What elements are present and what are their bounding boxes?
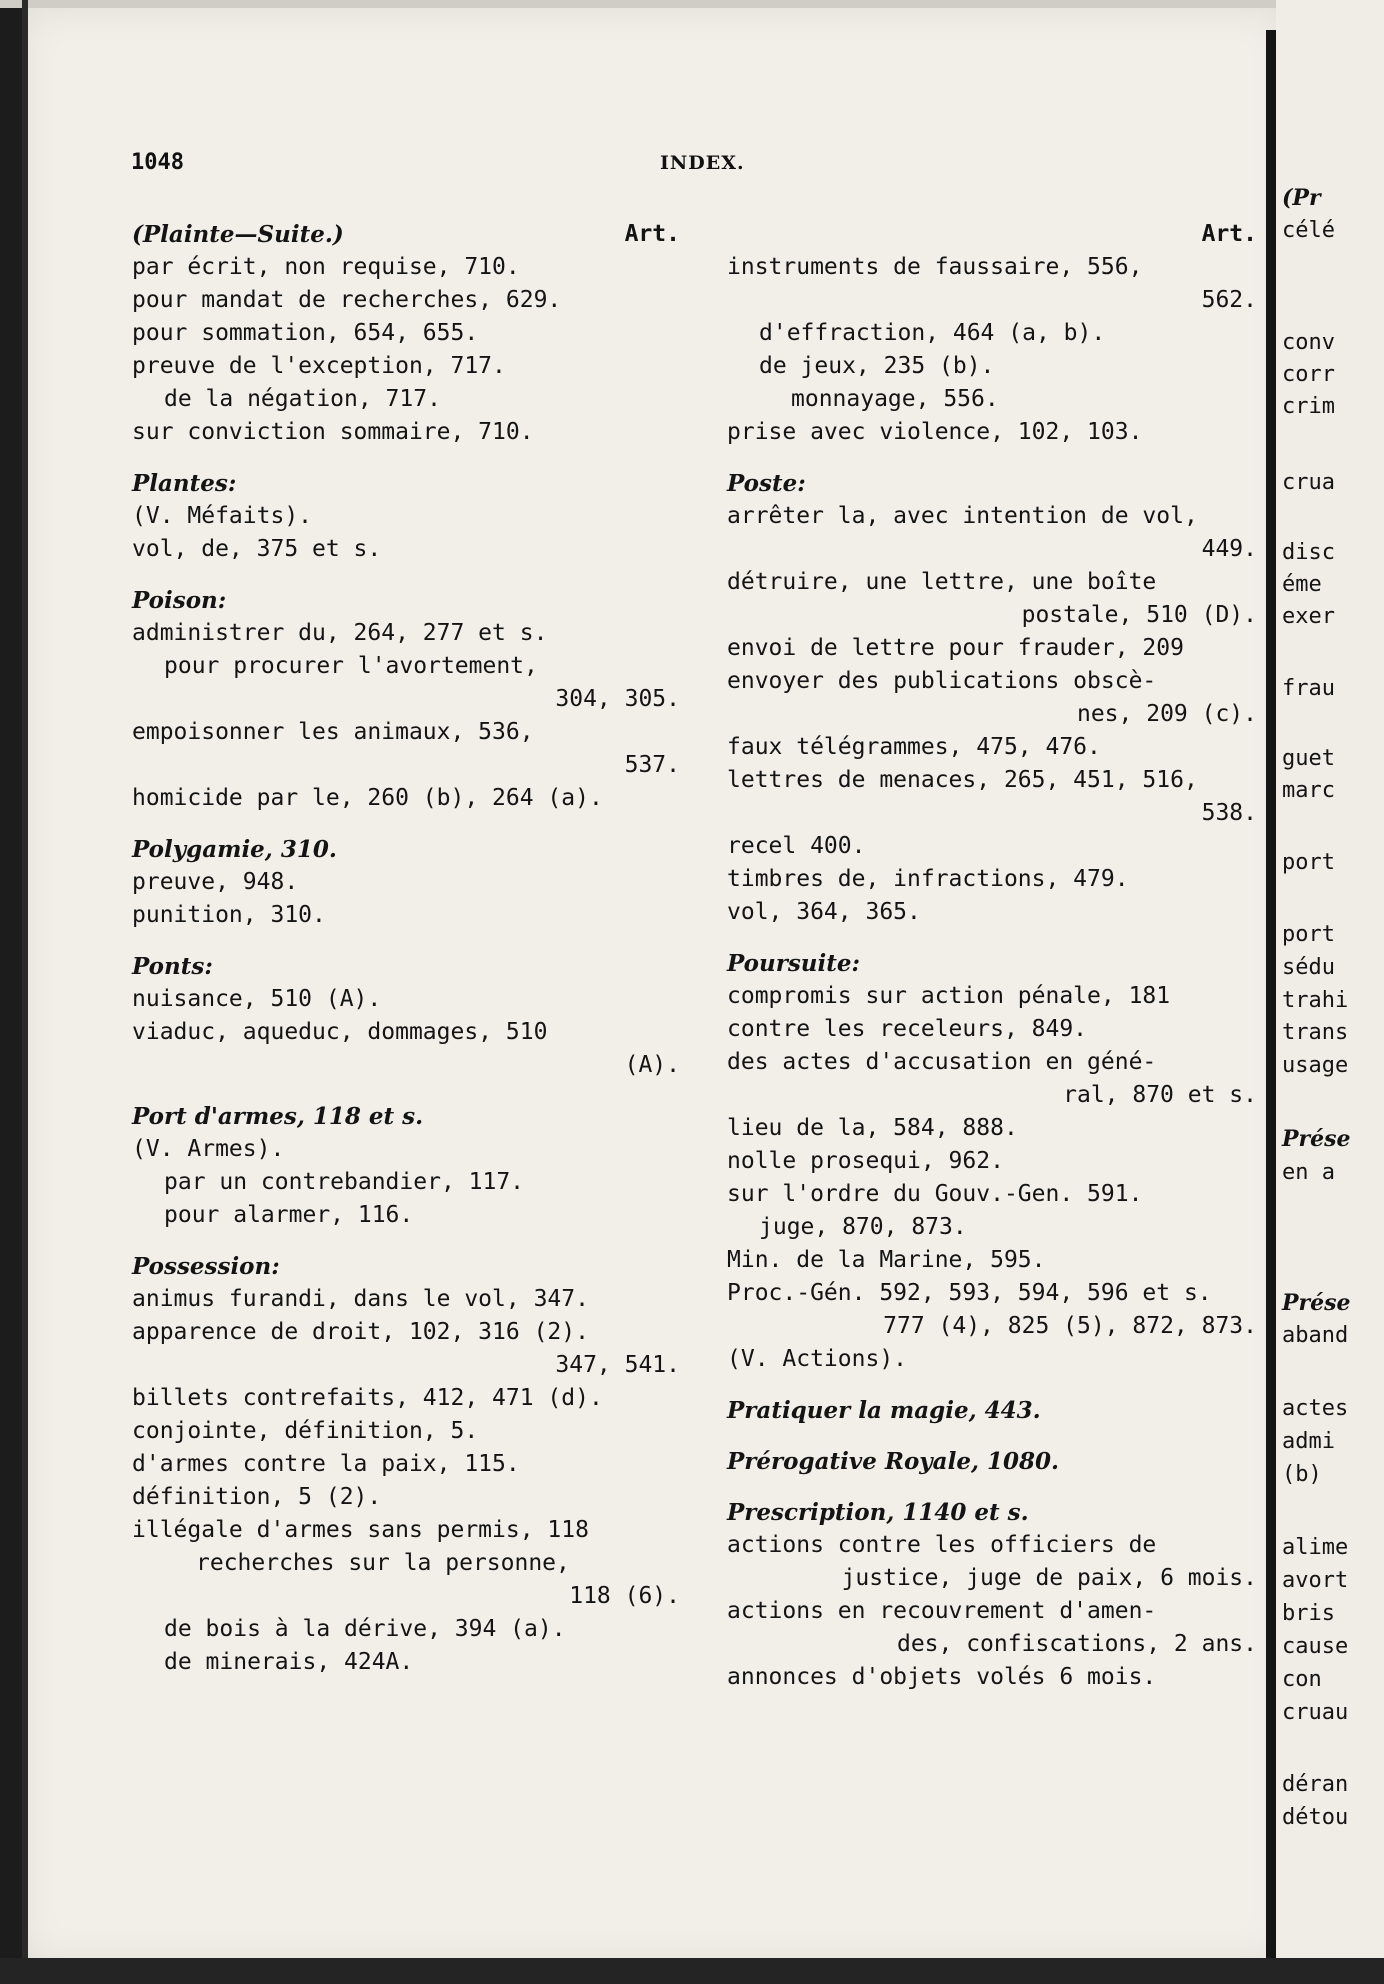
index-entry: envoi de lettre pour frauder, 209 (727, 635, 1184, 661)
right-column-header (727, 218, 1257, 251)
index-entry: définition, 5 (2). (132, 1484, 382, 1510)
right-column (727, 218, 1257, 1694)
index-entry: pour sommation, 654, 655. (132, 320, 479, 346)
index-heading: Prérogative Royale, 1080. (727, 1448, 1059, 1475)
adjacent-page-fragment: disc (1282, 540, 1335, 565)
art-label: Art. (1201, 221, 1257, 247)
index-heading: Ponts: (132, 953, 213, 980)
index-entry: détruire, une lettre, une boîte (727, 569, 1157, 595)
index-entry: pour alarmer, 116. (164, 1202, 414, 1228)
page-gutter (1266, 30, 1276, 1984)
left-column-header (132, 218, 680, 251)
index-entry: ral, 870 et s. (1063, 1082, 1257, 1108)
index-entry: sur l'ordre du Gouv.-Gen. 591. (727, 1181, 1143, 1207)
index-entry: homicide par le, 260 (b), 264 (a). (132, 785, 603, 811)
index-entry: empoisonner les animaux, 536, (132, 719, 534, 745)
adjacent-page-fragment: crua (1282, 470, 1335, 495)
adjacent-page-fragment: con (1282, 1667, 1322, 1692)
index-entry: pour mandat de recherches, 629. (132, 287, 562, 313)
adjacent-page-fragment: cruau (1282, 1700, 1349, 1725)
index-entry: billets contrefaits, 412, 471 (d). (132, 1385, 603, 1411)
index-entry: 537. (624, 752, 680, 778)
index-entry: animus furandi, dans le vol, 347. (132, 1286, 589, 1312)
adjacent-page-fragment: (b) (1282, 1462, 1322, 1487)
index-entry: de la négation, 717. (164, 386, 441, 412)
page-left-edge (22, 0, 28, 1984)
index-entry: pour procurer l'avortement, (164, 653, 538, 679)
index-entry: arrêter la, avec intention de vol, (727, 503, 1198, 529)
index-entry: 449. (1201, 536, 1257, 562)
adjacent-page-fragment: déran (1282, 1772, 1349, 1797)
left-column (132, 218, 680, 1679)
adjacent-page-fragment: guet (1282, 746, 1335, 771)
index-entry: monnayage, 556. (791, 386, 999, 412)
index-entry: 538. (1201, 800, 1257, 826)
index-entry: (V. Méfaits). (132, 503, 313, 529)
index-entry: administrer du, 264, 277 et s. (132, 620, 548, 646)
art-label: Art. (624, 221, 680, 247)
index-entry: contre les receleurs, 849. (727, 1016, 1088, 1042)
index-entry: compromis sur action pénale, 181 (727, 983, 1171, 1009)
adjacent-page-fragment: trans (1282, 1020, 1349, 1045)
index-entry: 304, 305. (555, 686, 680, 712)
adjacent-page-fragment: cause (1282, 1634, 1349, 1659)
adjacent-page-fragment: éme (1282, 572, 1322, 597)
index-entry: 777 (4), 825 (5), 872, 873. (883, 1313, 1257, 1339)
index-entry: viaduc, aqueduc, dommages, 510 (132, 1019, 548, 1045)
index-heading: Poison: (132, 587, 227, 614)
index-heading: Poursuite: (727, 950, 861, 977)
index-entry: recherches sur la personne, (196, 1550, 570, 1576)
adjacent-page-fragment: port (1282, 922, 1335, 947)
index-entry: postale, 510 (D). (1021, 602, 1257, 628)
index-entry: des actes d'accusation en géné- (727, 1049, 1157, 1075)
index-heading: Possession: (132, 1253, 280, 1280)
index-entry: (A). (624, 1052, 680, 1078)
index-entry: timbres de, infractions, 479. (727, 866, 1129, 892)
index-entry: recel 400. (727, 833, 866, 859)
page-number: 1048 (131, 150, 184, 175)
adjacent-page-fragment: alime (1282, 1535, 1349, 1560)
index-entry: lettres de menaces, 265, 451, 516, (727, 767, 1198, 793)
scan-bottom-edge (0, 1958, 1384, 1984)
index-heading: Prescription, 1140 et s. (727, 1499, 1029, 1526)
adjacent-page-fragment: crim (1282, 394, 1335, 419)
index-entry: de bois à la dérive, 394 (a). (164, 1616, 566, 1642)
scan-top-edge (0, 0, 1384, 8)
adjacent-page-fragment: marc (1282, 778, 1335, 803)
index-entry: 347, 541. (555, 1352, 680, 1378)
index-entry: de minerais, 424A. (164, 1649, 414, 1675)
adjacent-page-fragment: en a (1282, 1160, 1335, 1185)
adjacent-page (1276, 0, 1384, 1984)
adjacent-page-fragment: port (1282, 850, 1335, 875)
adjacent-page-fragment: corr (1282, 362, 1335, 387)
index-entry: sur conviction sommaire, 710. (132, 419, 534, 445)
index-heading: Port d'armes, 118 et s. (132, 1103, 424, 1130)
continuation-label: (Plainte—Suite.) (132, 221, 344, 248)
adjacent-page-fragment: célé (1282, 218, 1335, 243)
index-entry: instruments de faussaire, 556, (727, 254, 1143, 280)
adjacent-page-fragment: actes (1282, 1396, 1349, 1421)
index-entry: 562. (1201, 287, 1257, 313)
index-entry: punition, 310. (132, 902, 326, 928)
index-entry: Proc.-Gén. 592, 593, 594, 596 et s. (727, 1280, 1212, 1306)
adjacent-page-fragment: avort (1282, 1568, 1349, 1593)
adjacent-page-fragment: frau (1282, 676, 1335, 701)
adjacent-page-fragment: aband (1282, 1323, 1349, 1348)
index-entry: d'effraction, 464 (a, b). (759, 320, 1106, 346)
index-entry: illégale d'armes sans permis, 118 (132, 1517, 589, 1543)
index-entry: preuve de l'exception, 717. (132, 353, 506, 379)
index-entry: actions contre les officiers de (727, 1532, 1157, 1558)
index-entry: 118 (6). (569, 1583, 680, 1609)
index-entry: nuisance, 510 (A). (132, 986, 382, 1012)
index-entry: lieu de la, 584, 888. (727, 1115, 1018, 1141)
index-entry: prise avec violence, 102, 103. (727, 419, 1143, 445)
adjacent-page-fragment: admi (1282, 1429, 1335, 1454)
index-entry: Min. de la Marine, 595. (727, 1247, 1046, 1273)
adjacent-page-fragment: Prése (1282, 1126, 1351, 1152)
right-entries (727, 251, 1257, 1694)
adjacent-page-fragment: exer (1282, 604, 1335, 629)
index-heading: Poste: (727, 470, 806, 497)
adjacent-page-fragment: conv (1282, 330, 1335, 355)
index-entry: (V. Actions). (727, 1346, 908, 1372)
index-entry: actions en recouvrement d'amen- (727, 1598, 1157, 1624)
index-entry: envoyer des publications obscè- (727, 668, 1157, 694)
adjacent-page-fragment: Prése (1282, 1290, 1351, 1316)
index-heading: Polygamie, 310. (132, 836, 337, 863)
index-entry: par écrit, non requise, 710. (132, 254, 520, 280)
adjacent-page-fragment: détou (1282, 1805, 1349, 1830)
adjacent-page-fragment: bris (1282, 1601, 1335, 1626)
index-entry: de jeux, 235 (b). (759, 353, 995, 379)
index-entry: justice, juge de paix, 6 mois. (841, 1565, 1257, 1591)
index-entry: vol, 364, 365. (727, 899, 921, 925)
index-entry: nes, 209 (c). (1076, 701, 1257, 727)
index-entry: conjointe, définition, 5. (132, 1418, 479, 1444)
index-entry: annonces d'objets volés 6 mois. (727, 1664, 1157, 1690)
index-entry: des, confiscations, 2 ans. (896, 1631, 1257, 1657)
index-entry: par un contrebandier, 117. (164, 1169, 525, 1195)
index-entry: nolle prosequi, 962. (727, 1148, 1004, 1174)
index-entry: d'armes contre la paix, 115. (132, 1451, 520, 1477)
index-entry: vol, de, 375 et s. (132, 536, 382, 562)
adjacent-page-fragment: (Pr (1282, 185, 1321, 211)
adjacent-page-fragment: sédu (1282, 955, 1335, 980)
left-entries (132, 251, 680, 1679)
index-entry: apparence de droit, 102, 316 (2). (132, 1319, 589, 1345)
index-entry: juge, 870, 873. (759, 1214, 967, 1240)
adjacent-page-fragment: trahi (1282, 988, 1349, 1013)
index-entry: faux télégrammes, 475, 476. (727, 734, 1101, 760)
index-heading: Pratiquer la magie, 443. (727, 1397, 1041, 1424)
index-heading: Plantes: (132, 470, 237, 497)
page-title: INDEX. (660, 152, 745, 174)
index-entry: (V. Armes). (132, 1136, 285, 1162)
adjacent-page-fragment: usage (1282, 1053, 1349, 1078)
index-entry: preuve, 948. (132, 869, 299, 895)
